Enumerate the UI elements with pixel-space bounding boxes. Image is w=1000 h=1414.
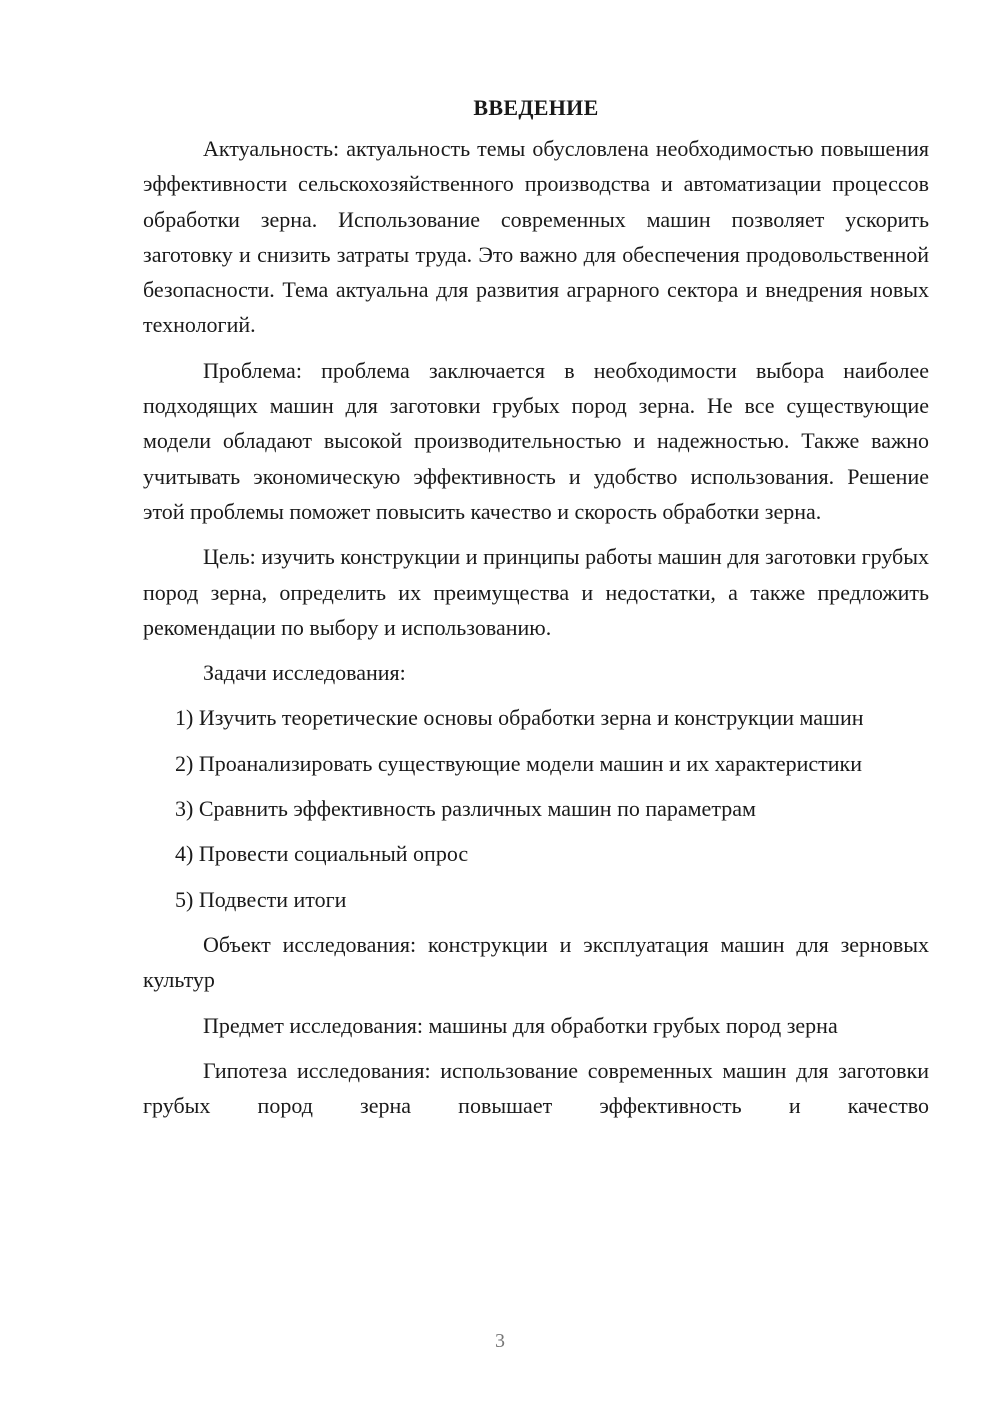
task-item-1: 1) Изучить теоретические основы обработки зерна и конструкции машин [175, 705, 864, 731]
task-item-4: 4) Провести социальный опрос [175, 841, 469, 867]
section-title: ВВЕДЕНИЕ [473, 95, 599, 120]
paragraph-object: Объект исследования: конструкции и эксплуатация машин для зерновых культур [143, 931, 929, 993]
paragraph-subject: Предмет исследования: машины для обработки грубых пород зерна [203, 1012, 838, 1038]
page-number: 3 [495, 1330, 505, 1352]
task-item-3: 3) Сравнить эффективность различных машин по параметрам [175, 796, 756, 822]
task-item-2: 2) Проанализировать существующие модели машин и их характеристики [175, 750, 862, 776]
paragraph-hypothesis: Гипотеза исследования: использование современных машин для заготовки грубых пород зерна повышает эффективность и качество [143, 1057, 929, 1119]
task-item-5: 5) Подвести итоги [175, 886, 347, 912]
paragraph-relevance: Актуальность: актуальность темы обусловлена необходимостью повышения эффективности сельскохозяйственного производства и автоматизации процессов обработки зерна. Использование современных машин позволяет ускорить заготовку и снизить затраты труда. Это важно для обеспечения продовольственной безопасности. Тема актуальна для развития аграрного сектора и внедрения новых технологий. [143, 136, 929, 338]
tasks-heading: Задачи исследования: [203, 660, 406, 686]
document-body [143, 90, 929, 1133]
paragraph-problem: Проблема: проблема заключается в необходимости выбора наиболее подходящих машин для заготовки грубых пород зерна. Не все существующие модели обладают высокой производительностью и надежностью. Также важно учитывать экономическую эффективность и удобство использования. Решение этой проблемы поможет повысить качество и скорость обработки зерна. [143, 357, 929, 524]
paragraph-goal: Цель: изучить конструкции и принципы работы машин для заготовки грубых пород зерна, определить их преимущества и недостатки, а также предложить рекомендации по выбору и использованию. [143, 544, 929, 640]
